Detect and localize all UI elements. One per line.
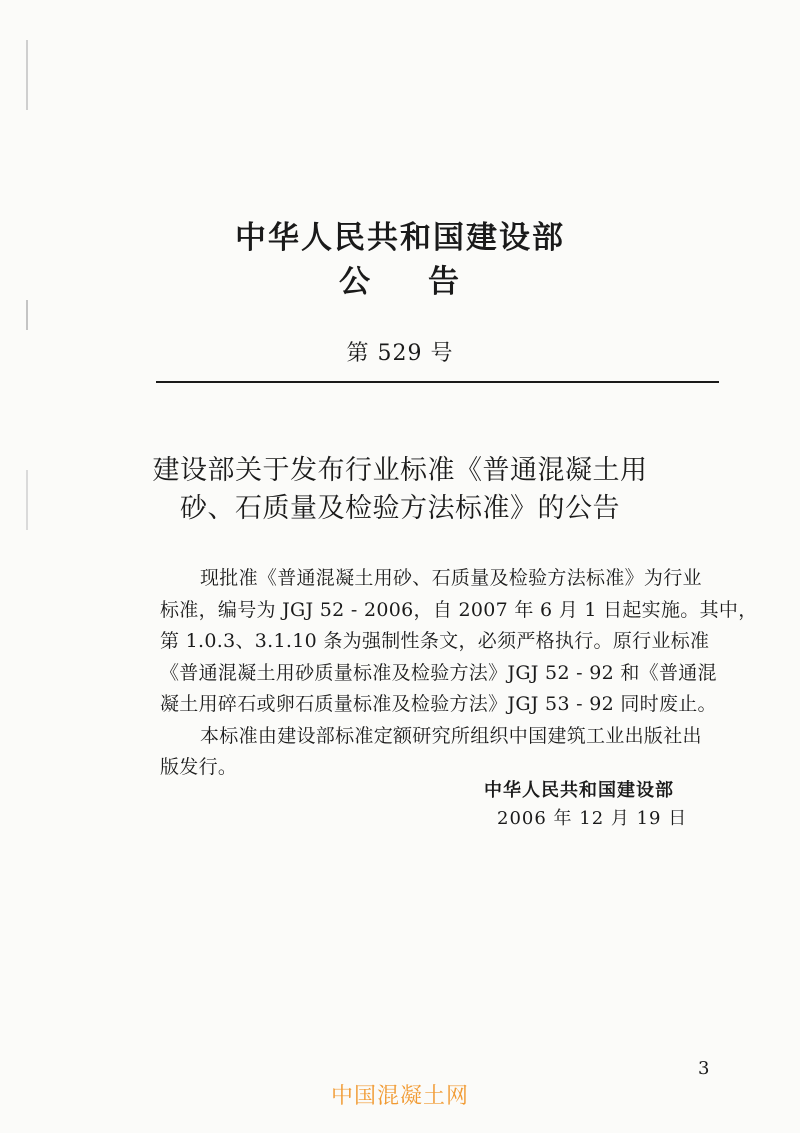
paragraph-line: 第 1.0.3、3.1.10 条为强制性条文，必须严格执行。原行业标准 [160, 630, 710, 652]
header-divider [156, 381, 719, 383]
paragraph-1 [160, 563, 758, 721]
paragraph-2 [160, 721, 722, 784]
paragraph-line: 《普通混凝土用砂质量标准及检验方法》JGJ 52 - 92 和《普通混 [160, 661, 717, 684]
watermark-text: 中国混凝土网 [330, 1084, 469, 1109]
paragraph-line: 凝土用碎石或卵石质量标准及检验方法》JGJ 53 - 92 同时废止。 [160, 693, 717, 715]
issue-date: 2006 年 12 月 19 日 [497, 808, 688, 829]
body-text [160, 563, 758, 784]
paragraph-line: 本标准由建设部标准定额研究所组织中国建筑工业出版社出 [200, 724, 702, 747]
paragraph-line: 版发行。 [160, 756, 238, 778]
paragraph-line: 标准，编号为 JGJ 52 - 2006，自 2007 年 6 月 1 日起实施。其中， [160, 598, 758, 621]
notice-heading [0, 256, 800, 301]
issuer-signature: 中华人民共和国建设部 [484, 780, 674, 801]
paragraph-line: 现批准《普通混凝土用砂、石质量及检验方法标准》为行业 [200, 567, 702, 589]
document-title-line2: 砂、石质量及检验方法标准》的公告 [180, 493, 620, 524]
scan-margin-mark [26, 40, 28, 110]
document-title-line1: 建设部关于发布行业标准《普通混凝土用 [152, 455, 648, 486]
ministry-title: 中华人民共和国建设部 [235, 220, 565, 256]
page-number: 3 [698, 1058, 710, 1079]
notice-number: 第 529 号 [346, 341, 454, 366]
document-title [0, 452, 800, 528]
notice-heading-part1: 公 [339, 264, 372, 300]
notice-heading-part2: 告 [428, 264, 461, 300]
scan-margin-mark [26, 300, 28, 330]
